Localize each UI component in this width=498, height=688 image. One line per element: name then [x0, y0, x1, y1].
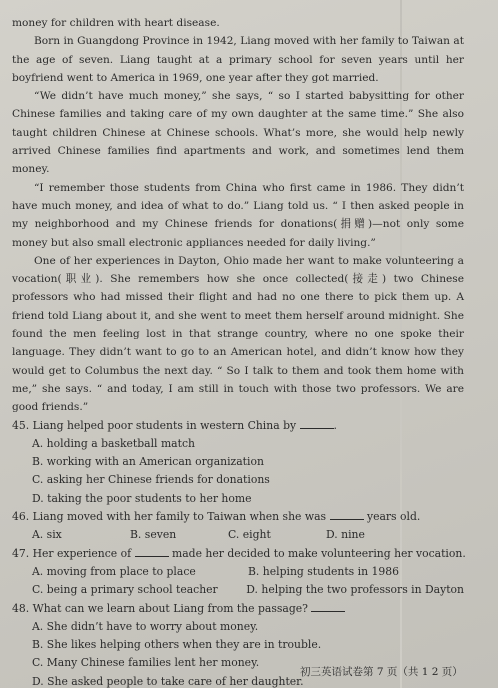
option-a: A. moving from place to place: [32, 564, 196, 578]
passage-paragraph-2: “We didn’t have much money,” she says, “ so I started babysitting for other Chinese families and taking care of my own daughter at the same time.” She also taught children Chinese at Chinese schools. What’s more, she would help newly arrived Chinese families find apartments and work, and sometimes lend them money.: [12, 90, 464, 176]
option-b: B. working with an American organization: [32, 455, 264, 469]
option-d: D. taking the poor students to her home: [32, 491, 252, 505]
option-c: C. eight: [228, 528, 271, 542]
option-a: A. She didn’t have to worry about money.: [32, 619, 259, 633]
option-d: D. nine: [326, 528, 365, 542]
question-46: [12, 508, 464, 545]
stem-text-end: made her decided to make volunteering her vocation.: [171, 546, 466, 560]
option-b: B. helping students in 1986: [248, 564, 399, 578]
stem-text-end: years old.: [366, 510, 421, 524]
answer-blank: [330, 508, 364, 520]
option-c: C. asking her Chinese friends for donations: [32, 473, 270, 487]
option-a: A. six: [32, 528, 62, 542]
answer-blank: [311, 600, 345, 612]
stem-text-end: .: [333, 418, 337, 432]
option-b: B. seven: [130, 528, 177, 542]
question-stem: [12, 600, 464, 618]
stem-text: 48. What can we learn about Liang from the passage?: [12, 601, 308, 615]
page-footer: 初三英语试卷第 7 页（共 1 2 页）: [300, 666, 463, 678]
question-45: [12, 417, 464, 508]
option-a: A. holding a basketball match: [32, 436, 195, 450]
options-row-2: [32, 581, 464, 599]
stem-text: 45. Liang helped poor students in western China by: [12, 418, 297, 432]
option-d: D. She asked people to take care of her daughter.: [32, 674, 304, 688]
stem-text: 47. Her experience of: [12, 546, 132, 560]
question-47: [12, 545, 464, 600]
stem-text: 46. Liang moved with her family to Taiwan when she was: [12, 510, 327, 524]
passage-paragraph-1: Born in Guangdong Province in 1942, Liang moved with her family to Taiwan at the age of seven. Liang taught at a primary school for seven years until her boyfriend went to America in 1969, one year after they got married.: [12, 35, 464, 84]
option-b: B. She likes helping others when they are in trouble.: [32, 638, 322, 652]
option-c: C. Many Chinese families lent her money.: [32, 656, 260, 670]
passage-paragraph-4: One of her experiences in Dayton, Ohio made her want to make volunteering a vocation(职业). She remembers how she once collected(接走) two Chinese professors who had missed their flight and had no one there to pick them up. A friend told Liang about it, and she went to meet them herself around midnight. She found the men feeling lost in that strange country, where no one spoke their language. They didn’t want to go to an American hotel, and didn’t know how they would get to Columbus the next day. “ So I talk to them and took them home with me,” she says. “ and today, I am still in touch with those two professors. We are good friends.”: [12, 254, 464, 414]
option-c: C. being a primary school teacher: [32, 583, 218, 597]
exam-content: [12, 14, 464, 688]
answer-blank: [135, 545, 169, 557]
question-stem: [12, 508, 464, 526]
answer-blank: [300, 417, 334, 429]
options-row: [32, 526, 464, 544]
option-d: D. helping the two professors in Dayton: [246, 583, 464, 597]
options-row-1: [32, 563, 464, 581]
question-stem: [12, 417, 464, 435]
passage-paragraph-3: “I remember those students from China who first came in 1986. They didn’t have much money, and idea of what to do.” Liang told us. “ I then asked people in my neighborhood and my Chinese friends for donations(捐赠)—not only some money but also small electronic appliances needed for daily living.”: [12, 181, 464, 249]
question-stem: [12, 545, 464, 563]
passage-line-continued: money for children with heart disease.: [12, 17, 220, 29]
